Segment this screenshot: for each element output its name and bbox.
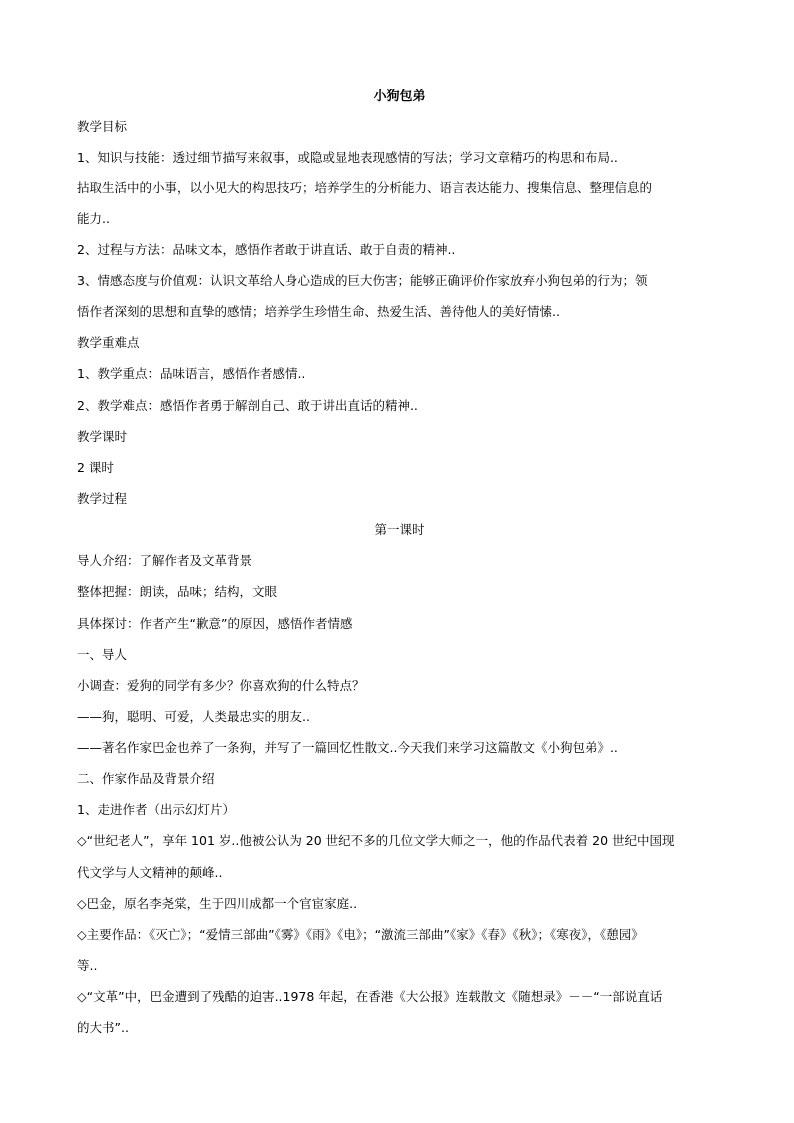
hours-value: 2 课时 xyxy=(77,460,114,475)
objective-3-line-2: 悟作者深刻的思想和直挚的感情；培养学生珍惜生命、热爱生活、善待他人的美好情愫.. xyxy=(77,304,560,319)
intro-line: 导人介绍：了解作者及文革背景 xyxy=(77,553,253,568)
objective-1-line-2: 拈取生活中的小事，以小见大的构思技巧；培养学生的分析能力、语言表达能力、搜集信息、整理信息的 xyxy=(77,180,653,195)
overall-line: 整体把握：朗读，品味；结构，文眼 xyxy=(77,584,278,599)
point-3-line-2: 等.. xyxy=(77,958,98,973)
point-1-line-2: 代文学与人文精神的颠峰.. xyxy=(77,865,223,880)
author-intro: 1、走进作者（出示幻灯片） xyxy=(77,802,235,817)
point-4-line-2: 的大书”.. xyxy=(77,1020,129,1035)
process-heading: 教学过程 xyxy=(77,491,128,506)
objective-1-line-1: 1、知识与技能：透过细节描写来叙事，或隐或显地表现感情的写法；学习文章精巧的构思和布局.. xyxy=(77,150,618,165)
hours-heading: 教学课时 xyxy=(77,429,128,444)
section-1-heading: 一、导人 xyxy=(77,647,128,662)
dash-line-1: ——狗，聪明、可爱，人类最忠实的朋友.. xyxy=(77,709,310,724)
difficulties-heading: 教学重难点 xyxy=(77,335,140,350)
difficulty-1: 1、教学重点：品味语言，感悟作者感情.. xyxy=(77,366,306,381)
point-2: ◇巴金，原名李尧棠，生于四川成都一个官宦家庭.. xyxy=(77,896,358,911)
point-4-line-1: ◇“文革”中，巴金遭到了残酷的迫害..1978 年起，在香港《大公报》连载散文《随想录》－－“一部说直话 xyxy=(77,989,663,1004)
objectives-heading: 教学目标 xyxy=(77,119,128,134)
explore-line: 具体探讨：作者产生“歉意”的原因，感悟作者情感 xyxy=(77,616,353,631)
difficulty-2: 2、教学难点：感悟作者勇于解剖自己、敢于讲出直话的精神.. xyxy=(77,398,418,413)
point-1-line-1: ◇“世纪老人”，享年 101 岁..他被公认为 20 世纪不多的几位文学大师之一，他的作品代表着 20 世纪中国现 xyxy=(77,833,675,848)
dash-line-2: ——著名作家巴金也养了一条狗，并写了一篇回忆性散文..今天我们来学习这篇散文《小狗包弟》.. xyxy=(77,740,618,755)
objective-3-line-1: 3、情感态度与价值观：认识文革给人身心造成的巨大伤害；能够正确评价作家放弃小狗包弟的行为；领 xyxy=(77,273,648,288)
survey-line: 小调查：爱狗的同学有多少？你喜欢狗的什么特点？ xyxy=(77,678,365,693)
section-2-heading: 二、作家作品及背景介绍 xyxy=(77,771,215,786)
objective-2: 2、过程与方法：品味文本，感悟作者敢于讲直话、敢于自责的精神.. xyxy=(77,242,456,257)
session-title: 第一课时 xyxy=(374,522,425,537)
objective-1-line-3: 能力.. xyxy=(77,211,110,226)
point-3-line-1: ◇主要作品：《灭亡》；“爱情三部曲”《雾》《雨》《电》；“激流三部曲”《家》《春》《秋》；《寒夜》，《憩园》 xyxy=(77,927,644,942)
page-title: 小狗包弟 xyxy=(373,89,426,104)
